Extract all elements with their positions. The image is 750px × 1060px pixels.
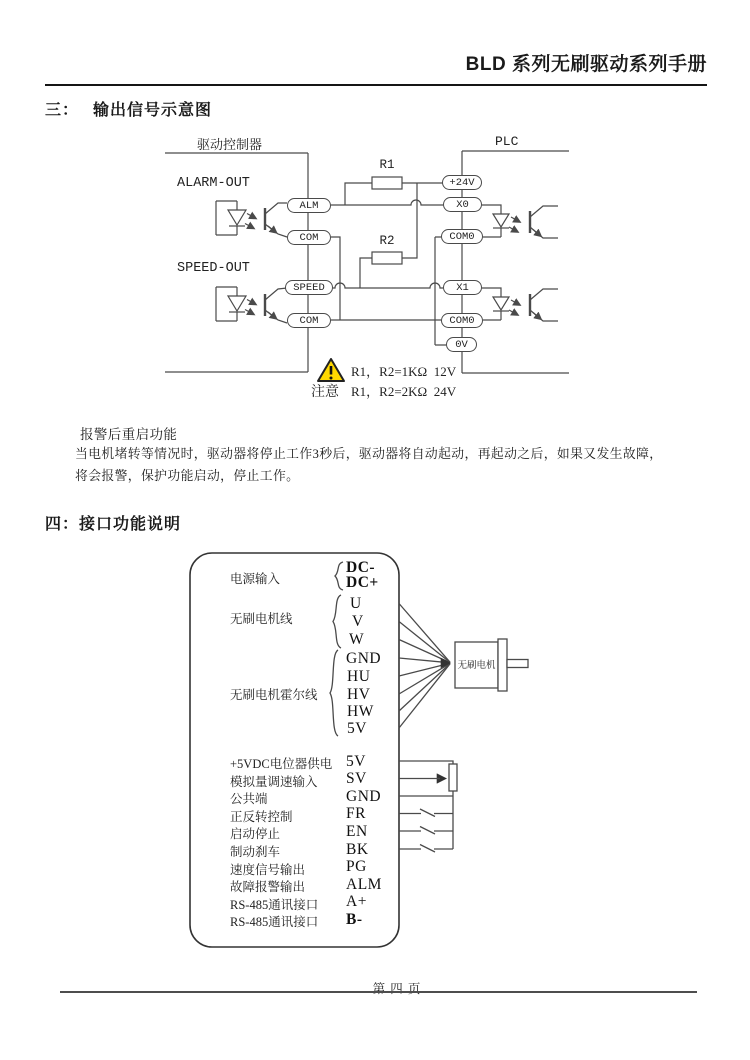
iface-pin-b-minus: B- bbox=[346, 910, 363, 928]
pin-com-speed: COM bbox=[287, 313, 331, 328]
led-icon bbox=[493, 214, 509, 227]
brace-motor-wires bbox=[333, 595, 341, 648]
interface-linework bbox=[150, 545, 620, 965]
section3-title-text: 输出信号示意图 bbox=[93, 102, 213, 119]
iface-pin-gnd-hall: GND bbox=[346, 649, 382, 667]
iface-pin-alm: ALM bbox=[346, 875, 382, 893]
section4-title: 四：接口功能说明 bbox=[45, 516, 182, 533]
iface-pin-v: V bbox=[352, 613, 364, 630]
light-arrow-icon bbox=[245, 310, 254, 315]
iface-label-brake: 制动刹车 bbox=[230, 845, 281, 859]
iface-label-direction: 正反转控制 bbox=[230, 809, 293, 824]
iface-pin-en: EN bbox=[346, 822, 368, 840]
iface-pin-bk: BK bbox=[346, 840, 369, 858]
iface-label-alarm-output: 故障报警输出 bbox=[230, 880, 306, 894]
resistor-r2 bbox=[372, 252, 402, 264]
speed-optocoupler bbox=[216, 287, 287, 323]
iface-label-motor-wires: 无刷电机线 bbox=[230, 612, 293, 626]
iface-label-rs485-b: RS-485通讯接口 bbox=[230, 915, 319, 929]
switch-en-icon bbox=[399, 827, 453, 835]
note-line2: R1，R2=2KΩ 24V bbox=[351, 384, 457, 399]
pin-com0-bottom: COM0 bbox=[441, 313, 483, 328]
iface-label-rs485-a: RS-485通讯接口 bbox=[230, 897, 319, 912]
motor-fan-wires bbox=[399, 604, 450, 729]
note-line1: R1，R2=1KΩ 12V bbox=[351, 364, 457, 379]
pin-alm: ALM bbox=[287, 198, 331, 213]
section3-number: 三： bbox=[45, 102, 80, 119]
iface-pin-gnd: GND bbox=[346, 787, 382, 805]
output-signal-diagram bbox=[150, 130, 730, 410]
r2-label: R2 bbox=[379, 234, 395, 248]
iface-pin-u: U bbox=[350, 595, 362, 612]
pin-x0: X0 bbox=[443, 197, 482, 212]
r1-label: R1 bbox=[379, 158, 395, 172]
page-header-title: BLD 系列无刷驱动系列手册 bbox=[465, 54, 707, 75]
resistor-r1 bbox=[372, 177, 402, 189]
footer-rule bbox=[60, 991, 697, 993]
pin-x1: X1 bbox=[443, 280, 482, 295]
light-arrow-icon bbox=[511, 300, 520, 305]
iface-pin-a-plus: A+ bbox=[346, 893, 367, 910]
iface-pin-w: W bbox=[349, 631, 365, 648]
motor-label: 无刷电机 bbox=[457, 661, 496, 671]
switch-fr-icon bbox=[399, 809, 453, 817]
iface-label-analog-speed: 模拟量调速输入 bbox=[230, 774, 318, 789]
warning-triangle-icon bbox=[318, 359, 344, 381]
pin-com-alarm: COM bbox=[287, 230, 331, 245]
wire-com-top bbox=[331, 237, 340, 320]
iface-pin-pg: PG bbox=[346, 858, 367, 875]
potentiometer-icon bbox=[449, 764, 457, 791]
alarm-note-line1: 当电机堵转等情况时，驱动器将停止工作3秒后，驱动器将自动起动，再起动之后，如果又发生故障， bbox=[75, 447, 663, 461]
light-arrow-icon bbox=[247, 300, 256, 305]
light-arrow-icon bbox=[247, 214, 256, 219]
pin-speed: SPEED bbox=[285, 280, 333, 295]
light-arrow-icon bbox=[511, 217, 520, 222]
driver-label: 驱动控制器 bbox=[197, 137, 263, 152]
brace-power bbox=[335, 562, 343, 590]
plc-label: PLC bbox=[495, 134, 519, 149]
iface-pin-5v: 5V bbox=[346, 752, 366, 770]
iface-pin-hw: HW bbox=[347, 702, 374, 720]
footer-page-number: 第 四 页 bbox=[372, 982, 422, 996]
light-arrow-icon bbox=[509, 227, 518, 232]
switch-bk-icon bbox=[399, 845, 453, 853]
iface-label-pot-supply: +5VDC电位器供电 bbox=[230, 757, 333, 771]
led-icon bbox=[493, 297, 509, 310]
iface-pin-dc-plus: DC+ bbox=[346, 574, 379, 591]
light-arrow-icon bbox=[509, 310, 518, 315]
plc-x0-optocoupler bbox=[482, 205, 558, 238]
interface-diagram bbox=[150, 545, 620, 965]
iface-label-common: 公共端 bbox=[230, 792, 268, 806]
speed-out-label: SPEED-OUT bbox=[177, 261, 250, 276]
potentiometer-circuit bbox=[399, 761, 457, 849]
iface-pin-sv: SV bbox=[346, 770, 367, 787]
iface-pin-fr: FR bbox=[346, 805, 366, 822]
alarm-optocoupler bbox=[216, 201, 287, 237]
wire-alm-x0 bbox=[331, 200, 443, 205]
led-icon bbox=[228, 296, 246, 311]
iface-label-hall-wires: 无刷电机霍尔线 bbox=[230, 688, 318, 702]
iface-label-speed-signal: 速度信号输出 bbox=[230, 862, 306, 877]
note-label: 注意 bbox=[311, 385, 339, 400]
iface-pin-hu: HU bbox=[347, 667, 371, 685]
wire-r2-left bbox=[360, 258, 372, 288]
alarm-note-line2: 将会报警，保护功能启动，停止工作。 bbox=[75, 469, 300, 483]
led-icon bbox=[228, 210, 246, 225]
iface-label-run-stop: 启动停止 bbox=[230, 827, 281, 841]
iface-pin-dc-minus: DC- bbox=[346, 559, 376, 576]
light-arrow-icon bbox=[245, 224, 254, 229]
section3-title bbox=[45, 97, 212, 120]
pin-com0-top: COM0 bbox=[441, 229, 483, 244]
alarm-note-title: 报警后重启功能 bbox=[80, 427, 178, 442]
wire-r2-right bbox=[402, 183, 417, 258]
iface-label-power: 电源输入 bbox=[230, 572, 281, 586]
brace-hall-wires bbox=[330, 650, 338, 736]
iface-pin-hv: HV bbox=[347, 685, 371, 703]
wire-speed-x1 bbox=[333, 283, 443, 288]
pin-24v: +24V bbox=[442, 175, 482, 190]
pin-0v: 0V bbox=[446, 337, 477, 352]
iface-pin-5v-hall: 5V bbox=[347, 719, 367, 737]
plc-x1-optocoupler bbox=[482, 288, 558, 321]
alarm-out-label: ALARM-OUT bbox=[177, 176, 250, 191]
header-rule bbox=[45, 84, 707, 86]
